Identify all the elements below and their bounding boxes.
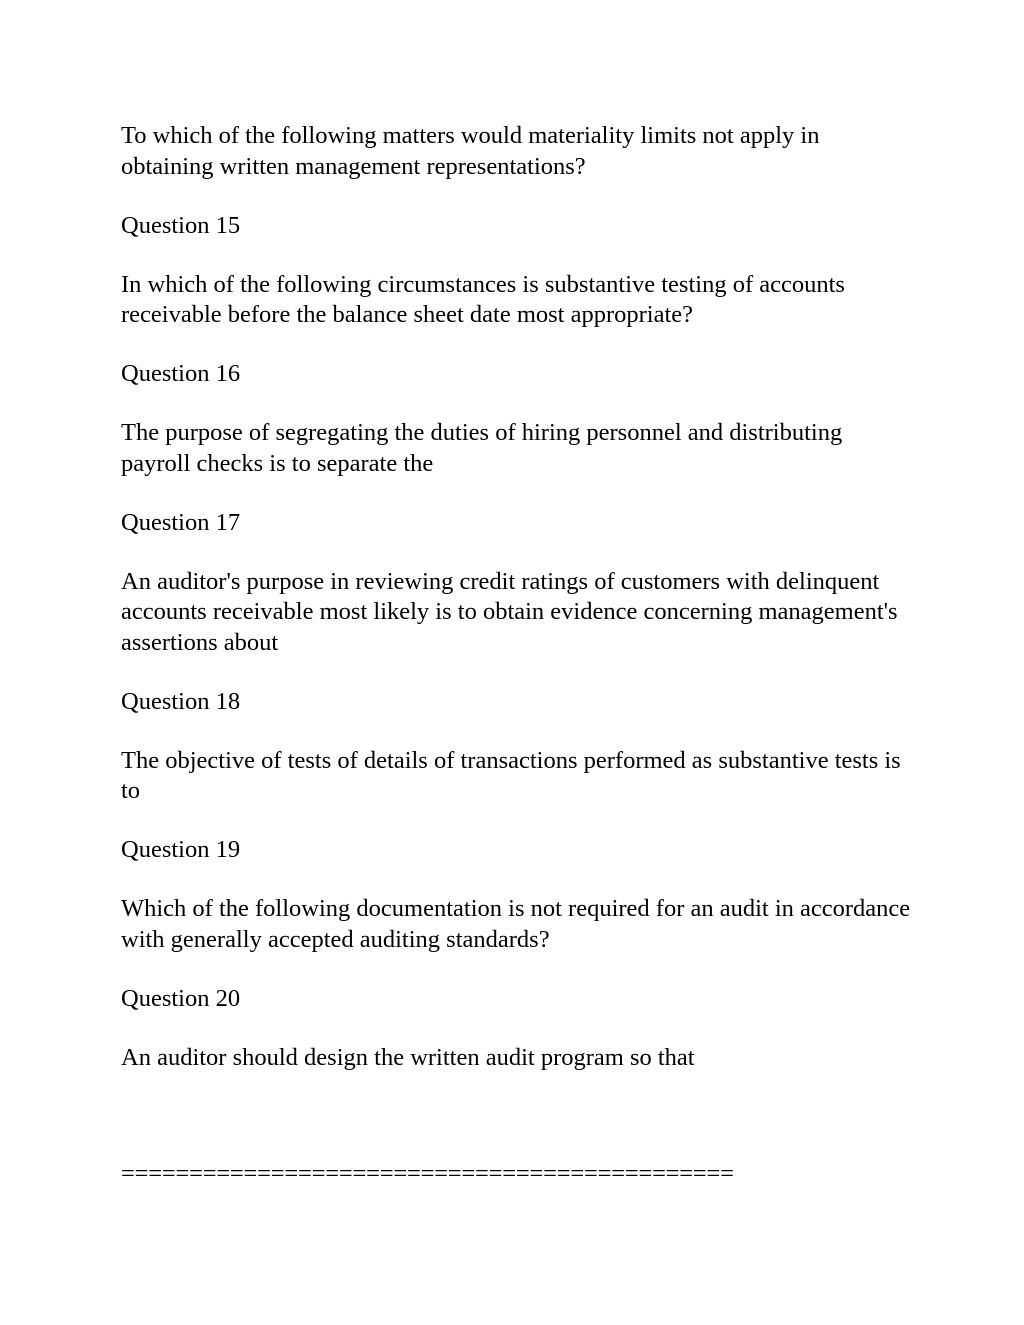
document-body <box>121 121 911 1073</box>
question-16-text: The purpose of segregating the duties of hiring personnel and distributing payroll checks is to separate the <box>121 419 843 477</box>
question-15-text: In which of the following circumstances is substantive testing of accounts receivable before the balance sheet date most appropriate? <box>121 270 845 328</box>
question-15-heading: Question 15 <box>121 211 241 239</box>
question-19-heading: Question 19 <box>121 836 241 863</box>
question-14-text: To which of the following matters would materiality limits not apply in obtaining written management representations? <box>121 122 820 180</box>
question-17-text: An auditor's purpose in reviewing credit ratings of customers with delinquent accounts receivable most likely is to obtain evidence concerning management's assertions about <box>121 567 898 656</box>
separator-line: ============================================= <box>121 1160 734 1187</box>
question-17-heading: Question 17 <box>121 508 241 536</box>
question-19-text: Which of the following documentation is not required for an audit in accordance with generally accepted auditing standards? <box>121 895 911 953</box>
question-18-text: The objective of tests of details of transactions performed as substantive tests is to <box>121 746 901 804</box>
question-20-heading: Question 20 <box>121 984 241 1012</box>
question-16-heading: Question 16 <box>121 360 241 387</box>
question-20-text: An auditor should design the written audit program so that <box>121 1043 695 1071</box>
question-18-heading: Question 18 <box>121 687 241 715</box>
